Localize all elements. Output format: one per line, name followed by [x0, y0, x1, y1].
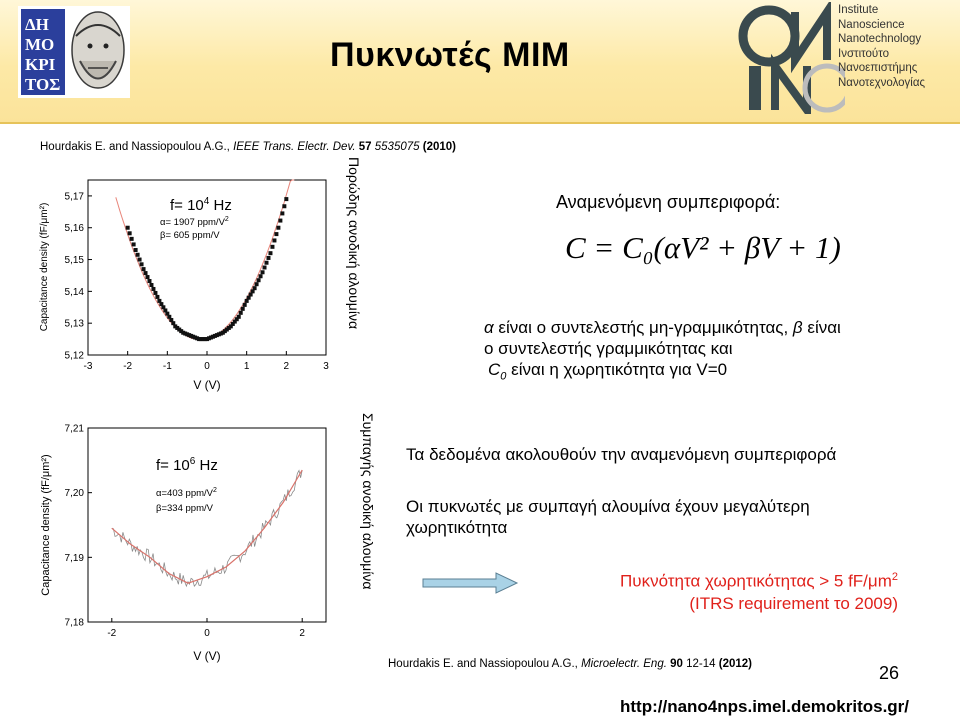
data-point [149, 283, 153, 287]
data-point [128, 231, 132, 235]
x-tick-label: -3 [83, 361, 93, 372]
data-point [239, 311, 243, 315]
data-point [140, 262, 144, 266]
compact-text: Οι πυκνωτές με συμπαγή αλουμίνα έχουν μεγαλύτερη χωρητικότητα [406, 497, 810, 537]
x-tick-label: -2 [123, 361, 133, 372]
x-tick-label: 3 [323, 361, 329, 372]
y-tick-label: 7,20 [64, 488, 84, 500]
x-tick-label: -2 [107, 628, 117, 639]
alpha-label: α= 1907 ppm/$V^2$ [160, 216, 229, 228]
expected-behavior-title: Αναμενόμενη συμπεριφορά: [556, 192, 781, 212]
y-tick-label: 5,13 [64, 318, 84, 330]
ref-year: (2012) [718, 658, 752, 670]
data-point [259, 274, 263, 278]
data-point [265, 261, 269, 265]
y-tick-label: 5,14 [64, 286, 84, 298]
freq-label: $f= 10^6$ Hz [156, 456, 218, 474]
data-point [253, 286, 257, 290]
capacitance-requirement: Πυκνότητα χωρητικότητας > 5 $fF/\mu m^2$ (ITRS requirement το 2009) [620, 571, 898, 613]
y-tick-label: 5,16 [64, 223, 84, 235]
website-url: http://nano4nps.imel.demokritos.gr/ [620, 697, 910, 716]
data-point [151, 287, 155, 291]
x-tick-label: 2 [283, 361, 290, 372]
institute-line: Institute [838, 4, 879, 16]
data-point [126, 226, 130, 230]
arrow-icon [420, 571, 520, 595]
institute-line: Νανοτεχνολογίας [838, 76, 926, 89]
page-number: 26 [879, 663, 900, 683]
x-axis-label: V (V) [193, 378, 221, 392]
ref-year: (2010) [422, 141, 456, 153]
y-tick-label: 5,12 [64, 350, 84, 362]
x-axis-label: V (V) [193, 649, 221, 663]
formula: C = C₀(αV² + βV + 1) [565, 230, 841, 265]
beta-label: β=334 ppm/V [156, 503, 213, 514]
y-axis-label: Capacitance density (fF/μm²) [40, 454, 52, 596]
chart-compact-alumina [30, 418, 345, 668]
institute-name [838, 3, 925, 90]
data-point [282, 204, 286, 208]
ref-journal: IEEE Trans. Electr. Dev. [233, 141, 356, 153]
ref-authors: Hourdakis E. and Nassiopoulou A.G., [388, 658, 582, 670]
alpha-label: α=403 ppm/$V^2$ [156, 487, 217, 499]
page-title: Πυκνωτές MIM [330, 36, 570, 74]
data-point [153, 291, 157, 295]
data-point [138, 258, 142, 262]
freq-label: $f= 10^4$ Hz [170, 196, 232, 214]
svg-text:ΜΟ: ΜΟ [25, 35, 55, 54]
compact-alumina-label: Συμπαγής ανοδική αλουμίνα [360, 413, 376, 590]
reference-bottom [388, 658, 752, 670]
institute-line: Nanoscience [838, 18, 905, 31]
data-point [237, 315, 241, 319]
x-tick-label: -1 [162, 361, 172, 372]
data-point [257, 278, 261, 282]
data-point [243, 303, 247, 307]
y-tick-label: 5,17 [64, 191, 84, 203]
data-point [284, 197, 288, 201]
data-point [263, 266, 267, 270]
y-tick-label: 5,15 [64, 255, 84, 267]
x-tick-label: 0 [204, 361, 210, 372]
svg-text:ΤΟΣ: ΤΟΣ [25, 75, 61, 94]
data-point [272, 238, 276, 242]
institute-line: Nanotechnology [838, 33, 922, 45]
data-point [146, 275, 150, 279]
chart-porous-alumina [30, 160, 345, 395]
x-tick-label: 1 [243, 361, 250, 372]
reference-top [40, 141, 456, 153]
data-point [266, 256, 270, 260]
data-point [155, 295, 159, 299]
data-point [270, 245, 274, 249]
data-point [261, 270, 265, 274]
data-point [274, 232, 278, 236]
data-follow-text: Τα δεδομένα ακολουθούν την αναμενόμενη συμπεριφορά [406, 445, 837, 464]
header-divider [0, 122, 960, 124]
institute-line: Νανοεπιστήμης [838, 62, 918, 74]
ref-authors: Hourdakis E. and Nassiopoulou A.G., [40, 141, 234, 153]
data-point [147, 279, 151, 283]
y-tick-label: 7,21 [64, 423, 84, 435]
porous-alumina-label: Πορώδης ανοδική αλουμίνα [346, 157, 362, 330]
data-point [280, 211, 284, 215]
data-point [255, 282, 259, 286]
data-point [268, 251, 272, 255]
ref-pages: 5535075 [371, 141, 423, 153]
data-point [130, 237, 134, 241]
beta-label: β= 605 ppm/V [160, 230, 220, 241]
ref-volume: 57 [355, 141, 372, 153]
data-point [134, 248, 138, 252]
data-point [144, 271, 148, 275]
data-point [142, 267, 146, 271]
desc-line-1: α είναι ο συντελεστής μη-γραμμικότητας, β είναι [484, 318, 841, 337]
data-point [278, 219, 282, 223]
demokritos-logo [18, 6, 130, 98]
x-tick-label: 0 [204, 628, 210, 639]
ref-pages: 12-14 [682, 658, 719, 670]
data-point [276, 226, 280, 230]
coefficients-description [484, 317, 841, 387]
data-point [132, 242, 136, 246]
x-tick-label: 2 [299, 628, 305, 639]
institute-line: Ινστιτούτο [838, 47, 889, 60]
desc-line-3: $C_0$ είναι η χωρητικότητα για V=0 [488, 360, 728, 383]
data-point [241, 307, 245, 311]
svg-text:ΔΗ: ΔΗ [25, 15, 49, 34]
ref-volume: 90 [666, 658, 683, 670]
y-tick-label: 7,18 [64, 617, 84, 629]
data-point [136, 253, 140, 257]
ref-journal: Microelectr. Eng. [581, 658, 667, 670]
y-axis-label: Capacitance density (fF/μm²) [39, 202, 50, 332]
y-tick-label: 7,19 [64, 552, 84, 564]
svg-text:ΚΡΙ: ΚΡΙ [25, 55, 56, 74]
desc-line-2: ο συντελεστής γραμμικότητας και [484, 339, 733, 358]
